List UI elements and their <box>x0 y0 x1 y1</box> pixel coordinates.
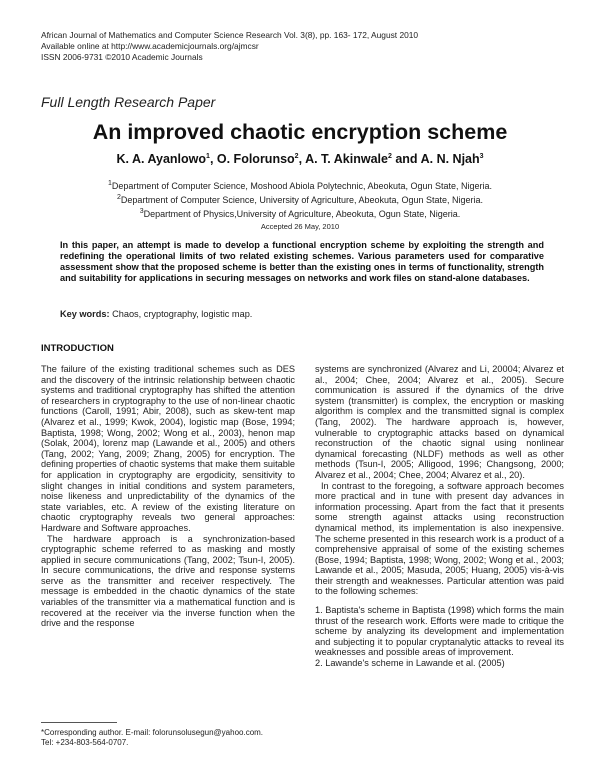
footnote-phone: Tel: +234-803-564-0707. <box>41 738 129 748</box>
journal-url: Available online at http://www.academicjournals.org/ajmcsr <box>41 40 259 51</box>
body-paragraph: systems are synchronized (Alvarez and Li, 20004; Alvarez et al., 2004; Chee, 2004; Alvarez et al., 2005). Secure communication is assured if the dynamics of the drive system (transmitter) is complex, the encryption or masking algorithm is complex and the transmitted signal is complex (Tang, 2002). The hardware approach is, however, vulnerable to cryptographic attacks based on dynamical reconstruction of the chaotic signal using nonlinear dynamical forecasting (NLDF) methods as well as other methods (Tsun-I, 2005; Alligood, 1996; Changsong, 2000; Alvarez et al., 2004; Chee, 2004; Alvarez et al., 20). <box>315 364 564 480</box>
affiliation-text: Department of Physics,University of Agriculture, Abeokuta, Ogun State, Nigeria. <box>143 209 461 219</box>
author-sup: 2 <box>387 152 392 160</box>
list-item: 2. Lawande's scheme in Lawande et al. (2005) <box>315 658 505 669</box>
author-list: K. A. Ayanlowo$^1$, O. Folorunso$^2$, A. T. Akinwale$^2$ and A. N. Njah$^3$ <box>116 152 484 166</box>
list-item: 1. Baptista's scheme in Baptista (1998) which forms the main thrust of the research work. Efforts were made to critique the scheme by analyzing its development and implementation and subjecting it to popular cryptanalytic attacks to reveal its weaknesses and possible areas of improvement. <box>315 605 564 658</box>
author-name: O. Folorunso <box>216 152 295 166</box>
journal-issn: ISSN 2006-9731 ©2010 Academic Journals <box>41 51 203 62</box>
section-heading: INTRODUCTION <box>41 343 114 354</box>
body-column-left <box>41 364 295 629</box>
author-name: K. A. Ayanlowo <box>116 152 207 166</box>
footnote-rule <box>41 722 117 723</box>
body-paragraph: In contrast to the foregoing, a software approach becomes more practical and in tune with present day advances in information processing. Apart from the fact that it presents some strength against attacks using reconstruction dynamical method, its implementation is also inexpensive. The scheme presented in this research work is a product of a comprehensive appraisal of some of the existing schemes (Bose, 1994; Baptista, 1998; Wong, 2002; Wong et al., 2003; Lawande et al., 2005; Masuda, 2005; Huang, 2005) vis-à-vis their strength and weaknesses. Particular attention was paid to the following schemes: <box>315 480 564 597</box>
accepted-date: Accepted 26 May, 2010 <box>260 222 340 231</box>
affiliation-list <box>0 178 600 220</box>
keywords <box>60 309 544 319</box>
keywords-text: Chaos, cryptography, logistic map. <box>112 309 253 319</box>
affiliation-sup: 3 <box>139 208 144 215</box>
affiliation-text: Department of Computer Science, Moshood Abiola Polytechnic, Abeokuta, Ogun State, Nigeria. <box>111 181 493 191</box>
affiliation-sup: 1 <box>107 180 112 187</box>
affiliation-text: Department of Computer Science, University of Agriculture, Abeokuta, Ogun State, Nigeria. <box>120 195 484 205</box>
abstract: In this paper, an attempt is made to develop a functional encryption scheme by exploiting the strength and redefining the operational limits of two related existing schemes. Various parameters used for comparative assessment show that the proposed scheme is better than the existing ones in terms of functionality, strength and suitability for applications in securing messages on networks and work files on stand-alone databases. <box>60 240 544 284</box>
body-paragraph: The failure of the existing traditional schemes such as DES and the discovery of the intrinsic relationship between chaotic systems and traditional cryptography has shifted the attention of researchers in cryptography to the use of non-linear chaotic functions (Caroll, 1991; Abir, 2008), such as skew-tent map (Alvarez et al., 1999; Kwok, 2004), logistic map (Bose, 1994; Baptista, 1998; Wong, 2002; Wong et al., 2003), henon map (Solak, 2004), lorenz map (Lawande et al., 2005) and others (Tang, 2002; Yang, 2009; Zhang, 2005) for encryption. The defining properties of chaotic systems that make them suitable for application in cryptography are ergodicity, sensitivity to slight changes in initial conditions and system parameters, noise likeness and unpredictability of the dynamics of the state variables, etc. A review of the existing literature on chaotic cryptography reveals two general approaches: Hardware and Software approaches. <box>41 364 295 533</box>
paper-title: An improved chaotic encryption scheme <box>92 120 508 144</box>
body-paragraph: The hardware approach is a synchronization-based cryptographic scheme referred to as masking and mostly applied in secure communications (Tang, 2002; Tsun-I, 2005). In secure communications, the drive and response systems serve as the transmitter and receiver respectively. The message is embedded in the chaotic dynamics of the state variables of the transmitter via a mathematical function and is recovered at the receiver via the inverse function when the drive and the response <box>41 533 295 629</box>
paper-type: Full Length Research Paper <box>41 94 216 110</box>
affiliation-sup: 2 <box>116 194 121 201</box>
author-name: A. T. Akinwale <box>305 152 388 166</box>
keywords-label: Key words: <box>60 309 110 319</box>
affiliation <box>0 206 600 220</box>
journal-citation: African Journal of Mathematics and Computer Science Research Vol. 3(8), pp. 163- 172, August 2010 <box>41 30 419 40</box>
author-name: A. N. Njah <box>420 152 480 166</box>
footnote <box>41 728 263 749</box>
affiliation <box>0 192 600 206</box>
journal-header <box>41 30 418 62</box>
body-column-right <box>315 364 564 669</box>
author-sup: 3 <box>479 152 484 160</box>
author-sup: 1 <box>206 152 210 160</box>
affiliation <box>0 178 600 192</box>
author-sup: 2 <box>294 152 299 160</box>
footnote-email: *Corresponding author. E-mail: folorunsolusegun@yahoo.com. <box>41 728 264 737</box>
